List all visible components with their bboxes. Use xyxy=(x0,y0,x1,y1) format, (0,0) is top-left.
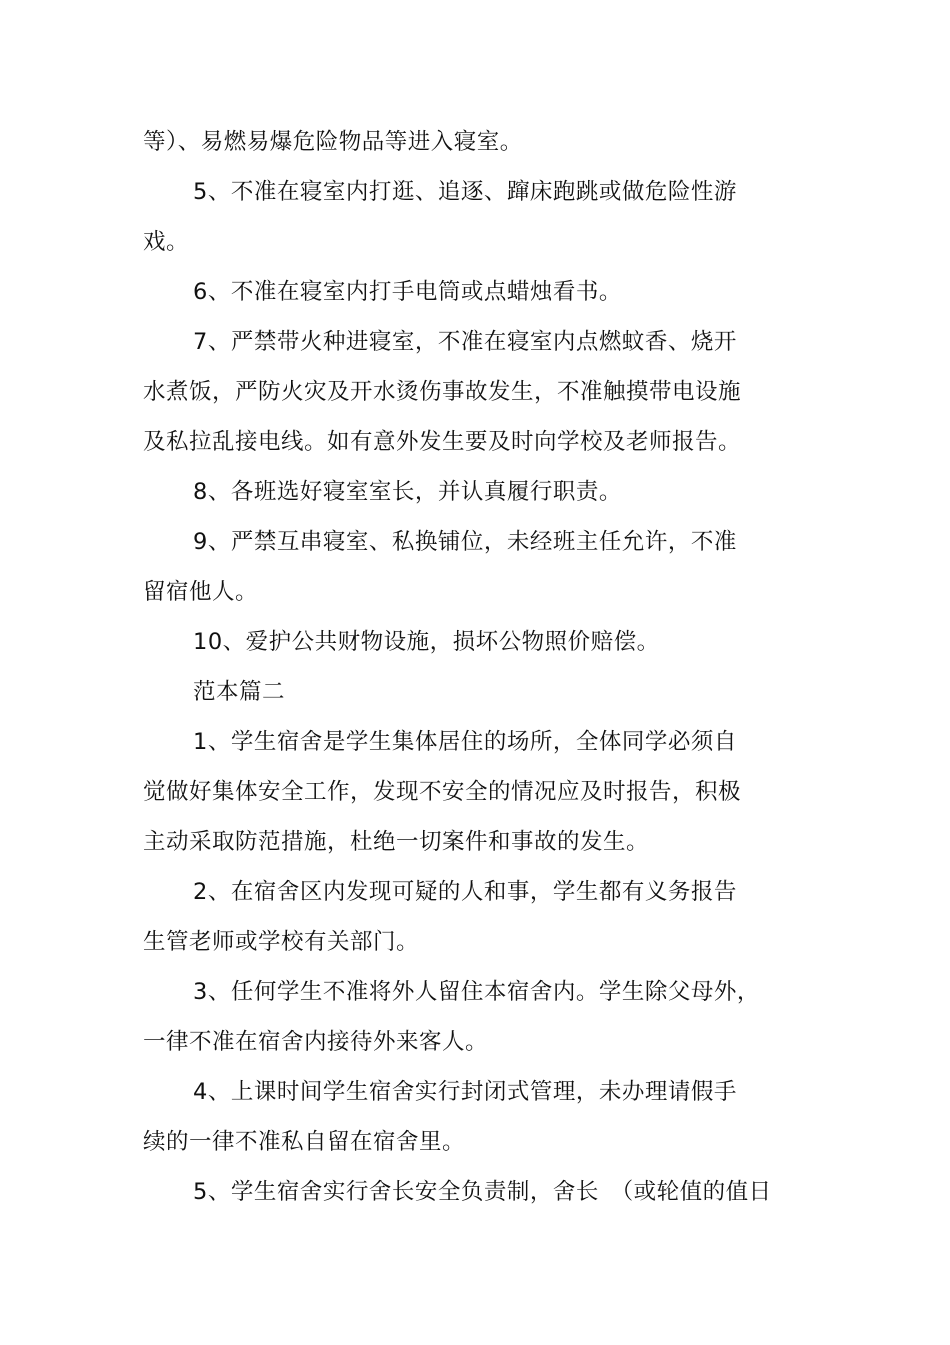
text-line: 留宿他人。 xyxy=(143,579,259,605)
text-line: 及私拉乱接电线。如有意外发生要及时向学校及老师报告。 xyxy=(143,429,742,455)
text-line: 等）、易燃易爆危险物品等进入寝室。 xyxy=(143,129,523,155)
text-line: 4、上课时间学生宿舍实行封闭式管理，未办理请假手 xyxy=(193,1079,737,1105)
text-line: 5、学生宿舍实行舍长安全负责制，舍长 （或轮值的值日 xyxy=(193,1179,772,1205)
text-line: 觉做好集体安全工作，发现不安全的情况应及时报告，积极 xyxy=(143,779,742,805)
text-line: 6、不准在寝室内打手电筒或点蜡烛看书。 xyxy=(193,279,622,305)
text-line: 9、严禁互串寝室、私换铺位，未经班主任允许，不准 xyxy=(193,529,737,555)
text-line: 1、学生宿舍是学生集体居住的场所，全体同学必须自 xyxy=(193,729,737,755)
text-line: 戏。 xyxy=(143,229,190,255)
text-line: 8、各班选好寝室室长，并认真履行职责。 xyxy=(193,479,622,505)
text-line: 2、在宿舍区内发现可疑的人和事，学生都有义务报告 xyxy=(193,879,737,905)
text-line: 3、任何学生不准将外人留住本宿舍内。学生除父母外， xyxy=(193,979,760,1005)
text-line: 一律不准在宿舍内接待外来客人。 xyxy=(143,1029,489,1055)
text-line: 10、爱护公共财物设施，损坏公物照价赔偿。 xyxy=(193,629,660,655)
text-line: 水煮饭，严防火灾及开水烫伤事故发生，不准触摸带电设施 xyxy=(143,379,742,405)
text-line: 续的一律不准私自留在宿舍里。 xyxy=(143,1129,466,1155)
text-line: 主动采取防范措施，杜绝一切案件和事故的发生。 xyxy=(143,829,650,855)
text-line: 7、严禁带火种进寝室，不准在寝室内点燃蚊香、烧开 xyxy=(193,329,737,355)
text-line: 5、不准在寝室内打逛、追逐、蹿床跑跳或做危险性游 xyxy=(193,179,737,205)
section-heading: 范本篇二 xyxy=(193,679,286,705)
text-line: 生管老师或学校有关部门。 xyxy=(143,929,420,955)
